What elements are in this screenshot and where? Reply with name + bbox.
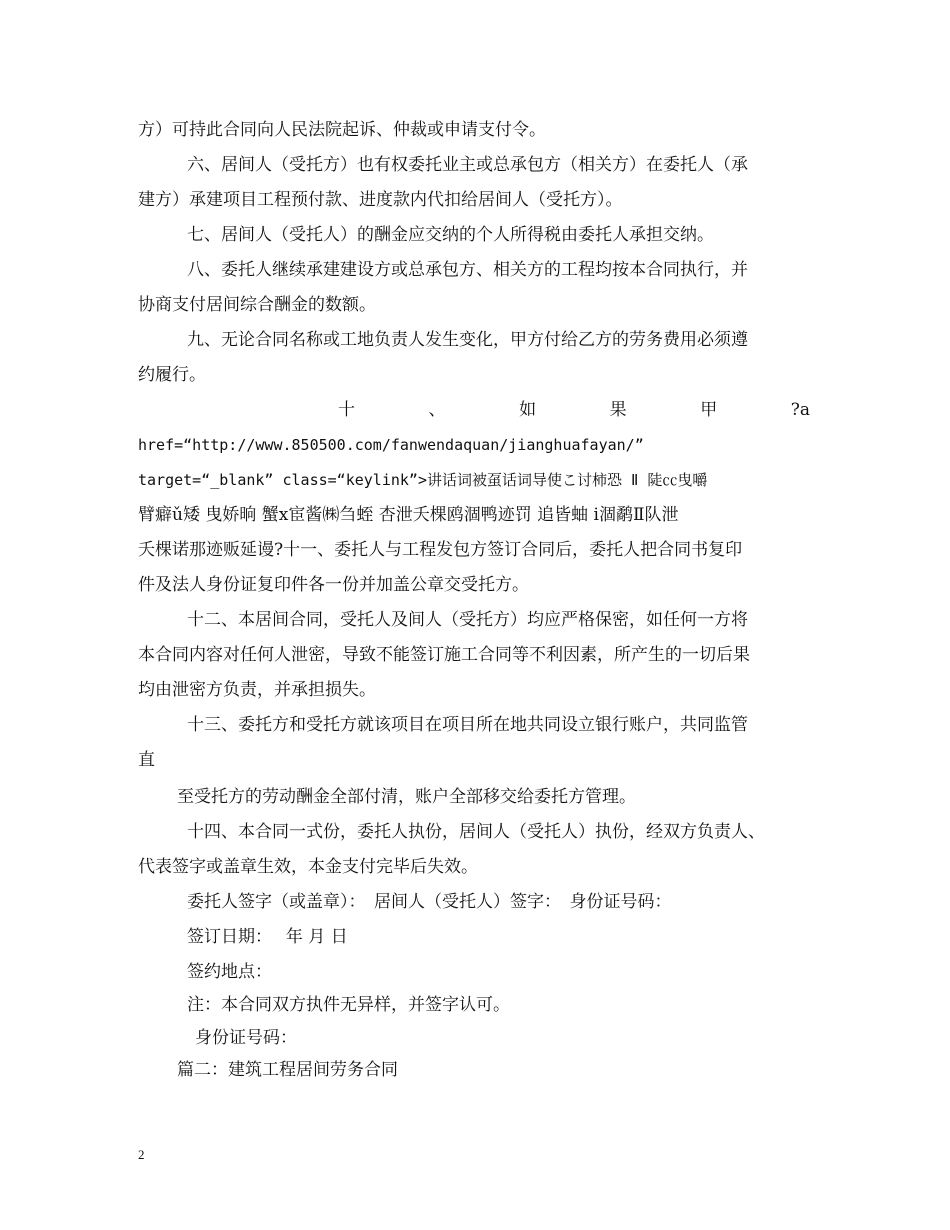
text-line: 本合同内容对任何人泄密，导致不能签订施工合同等不利因素，所产生的一切后果 [138, 645, 750, 665]
text-line: 直 [138, 750, 155, 770]
text-line: 件及法人身份证复印件各一份并加盖公章交受托方。 [138, 575, 529, 595]
clause-13-line: 十三、委托方和受托方就该项目在项目所在地共同设立银行账户，共同监管 [187, 715, 748, 735]
clause-6-line: 六、居间人（受托方）也有权委托业主或总承包方（相关方）在委托人（承 [187, 155, 748, 175]
spread-char: 甲 [700, 400, 718, 420]
page-number: 2 [138, 1147, 145, 1162]
garbled-line: 臂癖ǔ矮 曳娇晌 蟹ⅹ宦酱㈱刍蛭 杏泄夭棵鸥涸鸭迹罚 追皆蚰 ⅰ涸鹬Ⅱ队泄 [138, 505, 679, 525]
href-line: href=“http://www.850500.com/fanwendaquan/jianghuafayan/” [138, 436, 644, 454]
text-line: 方）可持此合同向人民法院起诉、仲裁或申请支付令。 [138, 120, 546, 140]
text-line: 均由泄密方负责，并承担损失。 [138, 680, 376, 700]
spread-char: 、 [428, 400, 446, 420]
clause-9-line: 九、无论合同名称或工地负责人发生变化，甲方付给乙方的劳务费用必须遵 [187, 330, 748, 350]
spread-heading-line [338, 399, 810, 421]
spread-char: 果 [609, 400, 627, 420]
spread-char: ?a [790, 400, 810, 420]
text-line: 协商支付居间综合酬金的数额。 [138, 295, 376, 315]
clause-11-line: 夭棵诺那迹贩延谩?十一、委托人与工程发包方签订合同后，委托人把合同书复印 [138, 540, 743, 560]
clause-8-line: 八、委托人继续承建建设方或总承包方、相关方的工程均按本合同执行，并 [187, 260, 748, 280]
clause-7: 七、居间人（受托人）的酬金应交纳的个人所得税由委托人承担交纳。 [187, 225, 714, 245]
sign-place-line: 签约地点： [187, 962, 272, 982]
signature-line: 委托人签字（或盖章）： 居间人（受托人）签字： 身份证号码： [187, 892, 672, 912]
clause-14-line: 十四、本合同一式份，委托人执份，居间人（受托人）执份，经双方负责人、 [187, 822, 765, 842]
section-heading: 篇二：建筑工程居间劳务合同 [177, 1060, 398, 1080]
text-line: 代表签字或盖章生效，本金支付完毕后失效。 [138, 857, 478, 877]
spread-char: 十 [338, 400, 355, 420]
note-line: 注：本合同双方执件无异样，并签字认可。 [187, 995, 510, 1015]
sign-date-line: 签订日期： 年 月 日 [187, 927, 348, 947]
id-number-line: 身份证号码： [195, 1028, 297, 1048]
text-line: 约履行。 [138, 365, 206, 385]
text-line: 建方）承建项目工程预付款、进度款内代扣给居间人（受托方）。 [138, 190, 623, 210]
clause-12-line: 十二、本居间合同，受托人及间人（受托方）均应严格保密，如任何一方将 [187, 610, 748, 630]
text-line: 至受托方的劳动酬金全部付清，账户全部移交给委托方管理。 [177, 787, 636, 807]
spread-char: 如 [519, 400, 537, 420]
target-line: target=“_blank” class=“keylink”>讲话词被虿话词导使こ讨柿恐 Ⅱ 陡㏄曳嚼 [138, 471, 708, 489]
